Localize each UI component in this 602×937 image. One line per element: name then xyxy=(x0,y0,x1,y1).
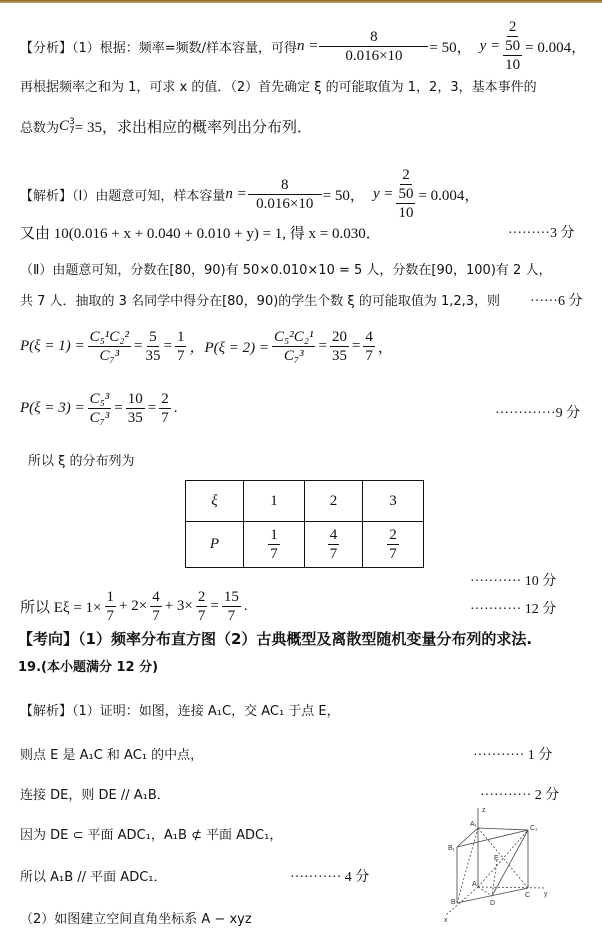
math: . xyxy=(243,598,248,614)
denominator: C₇³ xyxy=(283,348,304,364)
figure-label: C xyxy=(525,892,531,899)
denominator: 35 xyxy=(145,348,161,364)
numerator: 8 xyxy=(319,28,428,47)
q19-line-3: 连接 DE，则 DE // A₁B． xyxy=(20,788,170,803)
denominator: 7 xyxy=(152,608,160,624)
math: = 50， xyxy=(429,39,472,56)
score-mark: ··········· 4 分 xyxy=(290,870,370,885)
numerator: 1 xyxy=(270,527,278,543)
y-axis xyxy=(478,887,545,888)
numerator: 2 xyxy=(161,391,169,407)
math: = 0.004， xyxy=(418,187,480,204)
numerator: 15 xyxy=(223,589,239,605)
numerator: 2 xyxy=(402,167,410,183)
solution-heading: 【解析】（Ⅰ）由题意可知，样本容量 xyxy=(20,188,226,204)
math: n = xyxy=(297,37,319,54)
solution-line-3: （Ⅱ）由题意可知，分数在[80，90)有 50×0.010×10 = 5 人，分数在[90，100)有 2 人， xyxy=(20,263,552,278)
question-title: 19.(本小题满分 12 分) xyxy=(18,660,159,675)
numerator: 2 xyxy=(508,19,517,35)
numerator: 8 xyxy=(248,176,322,195)
table-cell: 2 xyxy=(305,481,363,522)
score-mark: ··········· 10 分 xyxy=(470,574,557,589)
numerator: 2 xyxy=(197,589,206,605)
table-cell: ξ xyxy=(186,481,244,522)
edge-A1B xyxy=(457,828,478,903)
figure-label: A xyxy=(472,881,477,888)
denominator: 35 xyxy=(127,410,143,426)
table-cell: 1 xyxy=(244,481,305,522)
math: = 0.004， xyxy=(525,39,587,56)
figure-label: C₁ xyxy=(530,825,538,832)
math: 所以 Eξ = 1× xyxy=(20,600,102,616)
text: 总数为 xyxy=(20,121,60,136)
denominator: 10 xyxy=(505,57,521,73)
q19-line-6: （2）如图建立空间直角坐标系 A − xyz xyxy=(20,912,252,927)
solution-line-4: 共 7 人．抽取的 3 名同学中得分在[80，90)的学生个数 ξ 的可能取值为 1,2,3，则 xyxy=(20,294,501,309)
q19-line-2: 则点 E 是 A₁C 和 AC₁ 的中点， xyxy=(20,748,204,763)
q19-line-5: 所以 A₁B // 平面 ADC₁． xyxy=(20,870,167,885)
numerator: 10 xyxy=(127,391,143,407)
figure-label: y xyxy=(544,891,548,898)
denominator: 35 xyxy=(331,348,347,364)
edge-AD xyxy=(478,887,492,896)
denominator: 7 xyxy=(389,546,397,562)
numerator: C₅¹C₂² xyxy=(89,329,130,345)
score-mark: ·········3 分 xyxy=(508,226,575,241)
denominator: 0.016×10 xyxy=(345,47,403,64)
figure-label: E xyxy=(494,855,499,862)
math: ， xyxy=(377,340,393,356)
score-mark: ······6 分 xyxy=(530,294,583,309)
edge xyxy=(457,830,528,847)
numerator: 4 xyxy=(152,589,160,605)
edge-A1C xyxy=(478,828,528,888)
denominator: 50 xyxy=(398,186,414,202)
figure-label: z xyxy=(482,807,486,814)
denominator: C₇³ xyxy=(99,348,120,364)
table-cell: P xyxy=(186,522,244,568)
edge xyxy=(478,828,528,830)
numerator: 4 xyxy=(365,329,373,345)
math: n = xyxy=(225,185,247,202)
prob-line-3: P(ξ = 3) = $\frac{\text{C₅³}}{\text{C₇³}}$ = $\frac{10}{35}$ = $\frac{2}{7}$ . xyxy=(20,391,178,426)
numerator: 1 xyxy=(176,329,185,345)
figure-label: B xyxy=(451,899,456,906)
denominator: 0.016×10 xyxy=(256,195,314,212)
denominator: 7 xyxy=(176,348,185,364)
table-cell: 3 xyxy=(363,481,424,522)
math: = 50， xyxy=(322,187,365,204)
denominator: 7 xyxy=(227,608,236,624)
kaoxiang-heading: 【考向】（1）频率分布直方图（2）古典概型及离散型随机变量分布列的求法. xyxy=(18,630,533,648)
denominator: 7 xyxy=(106,608,115,624)
numerator: 5 xyxy=(149,329,157,345)
numerator: 1 xyxy=(106,589,115,605)
numerator: 4 xyxy=(329,527,338,543)
figure-label: A₁ xyxy=(470,821,478,828)
figure-label: x xyxy=(444,917,448,924)
solution-line-2: 又由 10(0.016 + x + 0.040 + 0.010 + y) = 1, 得 x = 0.030． xyxy=(20,226,381,242)
denominator: 7 xyxy=(329,546,338,562)
math: ，P(ξ = 2) = xyxy=(189,340,270,356)
analysis-line-2: 再根据频率之和为 1，可求 x 的值．（2）首先确定 ξ 的可能取值为 1，2，3，基本事件的 xyxy=(20,80,537,95)
distribution-intro: 所以 ξ 的分布列为 xyxy=(28,454,135,469)
numerator: 20 xyxy=(331,329,347,345)
numerator: 2 xyxy=(389,527,397,543)
denominator: 7 xyxy=(197,608,206,624)
math: = xyxy=(210,598,219,614)
score-mark: ··········· 12 分 xyxy=(470,602,557,617)
figure-label: B₁ xyxy=(448,845,456,852)
text: = 35，求出相应的概率列出分布列． xyxy=(74,120,312,136)
math: + 3× xyxy=(164,598,193,614)
q19-line-1: 【解析】（1）证明：如图，连接 A₁C，交 AC₁ 于点 E， xyxy=(20,704,340,719)
denominator: 7 xyxy=(270,546,278,562)
subscript: 7 xyxy=(69,125,75,136)
numerator: C₅²C₂¹ xyxy=(274,329,314,345)
edge-DC1 xyxy=(492,830,528,896)
prob-line-1: P(ξ = 1) = $\frac{\text{C₅¹C₂²}}{\text{C₇³}}$ = $\frac{5}{35}$ = $\frac{1}{7}$ ，P(ξ = 2) = $\frac{\text{C₅²C₂¹}}{\text{C₇³}}$ = $\frac{20}{35}$ = $\frac{4}{7}$ ， xyxy=(20,329,393,364)
math: P(ξ = 1) = xyxy=(20,338,85,354)
analysis-heading: 【分析】（1）根据：频率=频数/样本容量，可得 xyxy=(20,40,298,56)
score-mark: ··········· 2 分 xyxy=(480,788,560,803)
score-mark: ·············9 分 xyxy=(495,406,581,421)
numerator: C₅³ xyxy=(89,391,110,407)
math: . xyxy=(173,400,178,416)
math: y = xyxy=(479,37,501,54)
figure-label: D xyxy=(490,900,496,907)
denominator: 50 xyxy=(505,38,521,54)
denominator: 7 xyxy=(161,410,169,426)
denominator: 7 xyxy=(365,348,373,364)
math: C xyxy=(59,118,70,134)
math: + 2× xyxy=(119,598,148,614)
q19-line-4: 因为 DE ⊂ 平面 ADC₁，A₁B ⊄ 平面 ADC₁， xyxy=(20,828,283,843)
denominator: C₇³ xyxy=(89,410,110,426)
denominator: 10 xyxy=(398,205,414,221)
score-mark: ··········· 1 分 xyxy=(473,748,553,763)
superscript: 3 xyxy=(69,116,75,127)
math: P(ξ = 3) = xyxy=(20,400,85,416)
math: y = xyxy=(372,185,394,202)
